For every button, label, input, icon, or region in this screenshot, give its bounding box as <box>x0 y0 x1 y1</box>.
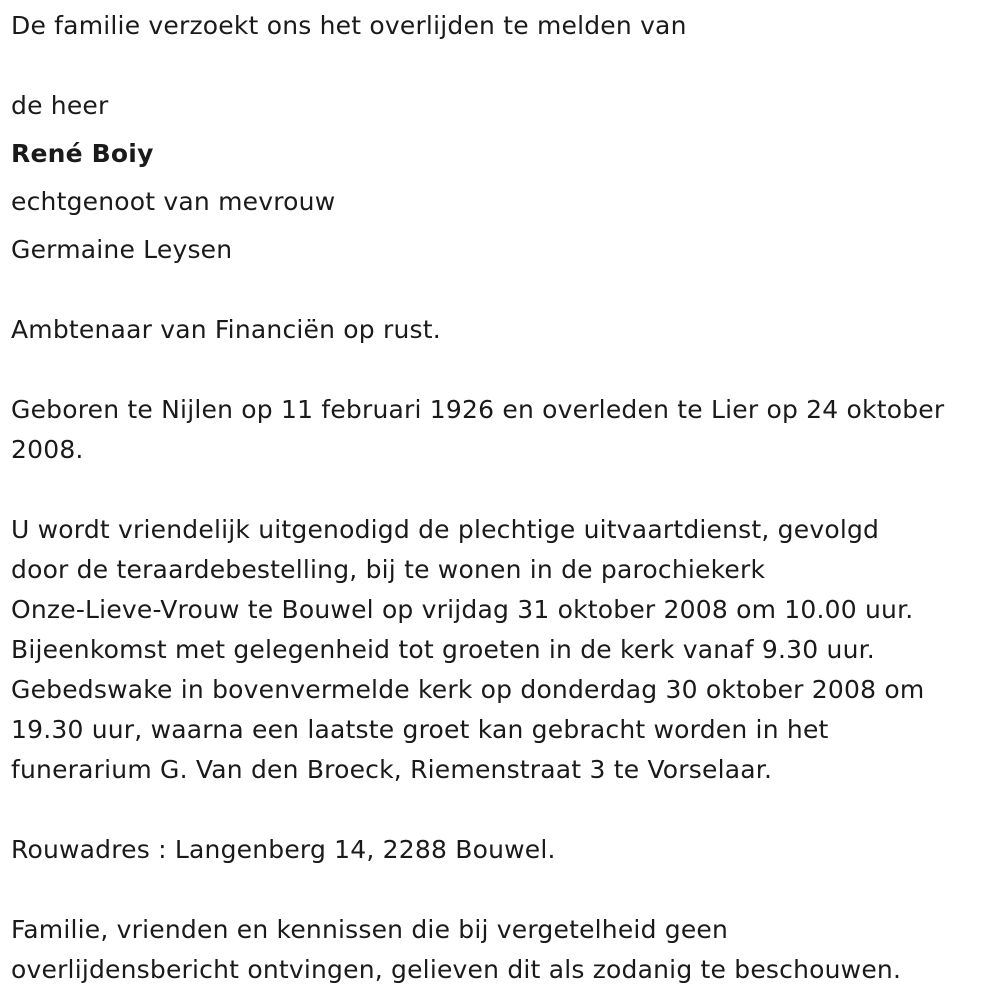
salutation: de heer <box>11 91 109 120</box>
service-line: door de teraardebestelling, bij te wonen in de parochiekerk <box>11 555 766 584</box>
spacer <box>11 870 991 910</box>
mourning-address: Rouwadres : Langenberg 14, 2288 Bouwel. <box>11 835 556 864</box>
death-notice <box>11 6 991 990</box>
service-line: Gebedswake in bovenvermelde kerk op donderdag 30 oktober 2008 om <box>11 675 925 704</box>
spacer <box>11 270 991 310</box>
service-line: Bijeenkomst met gelegenheid tot groeten in de kerk vanaf 9.30 uur. <box>11 635 875 664</box>
spacer <box>11 350 991 390</box>
service-line: 19.30 uur, waarna een laatste groet kan gebracht worden in het <box>11 715 829 744</box>
spacer <box>11 470 991 510</box>
spacer <box>11 46 991 86</box>
intro-text: De familie verzoekt ons het overlijden te melden van <box>11 11 687 40</box>
service-line: U wordt vriendelijk uitgenodigd de plechtige uitvaartdienst, gevolgd <box>11 515 880 544</box>
deceased-name: René Boiy <box>11 139 154 168</box>
spouse-name: Germaine Leysen <box>11 235 233 264</box>
closing-line: overlijdensbericht ontvingen, gelieven dit als zodanig te beschouwen. <box>11 955 902 984</box>
service-line: funerarium G. Van den Broeck, Riemenstraat 3 te Vorselaar. <box>11 755 773 784</box>
service-line: Onze-Lieve-Vrouw te Bouwel op vrijdag 31 oktober 2008 om 10.00 uur. <box>11 595 914 624</box>
occupation: Ambtenaar van Financiën op rust. <box>11 315 441 344</box>
closing-line: Familie, vrienden en kennissen die bij vergetelheid geen <box>11 915 729 944</box>
spouse-label: echtgenoot van mevrouw <box>11 187 336 216</box>
birth-death-line: Geboren te Nijlen op 11 februari 1926 en overleden te Lier op 24 oktober <box>11 395 945 424</box>
spacer <box>11 790 991 830</box>
birth-death-line: 2008. <box>11 435 84 464</box>
